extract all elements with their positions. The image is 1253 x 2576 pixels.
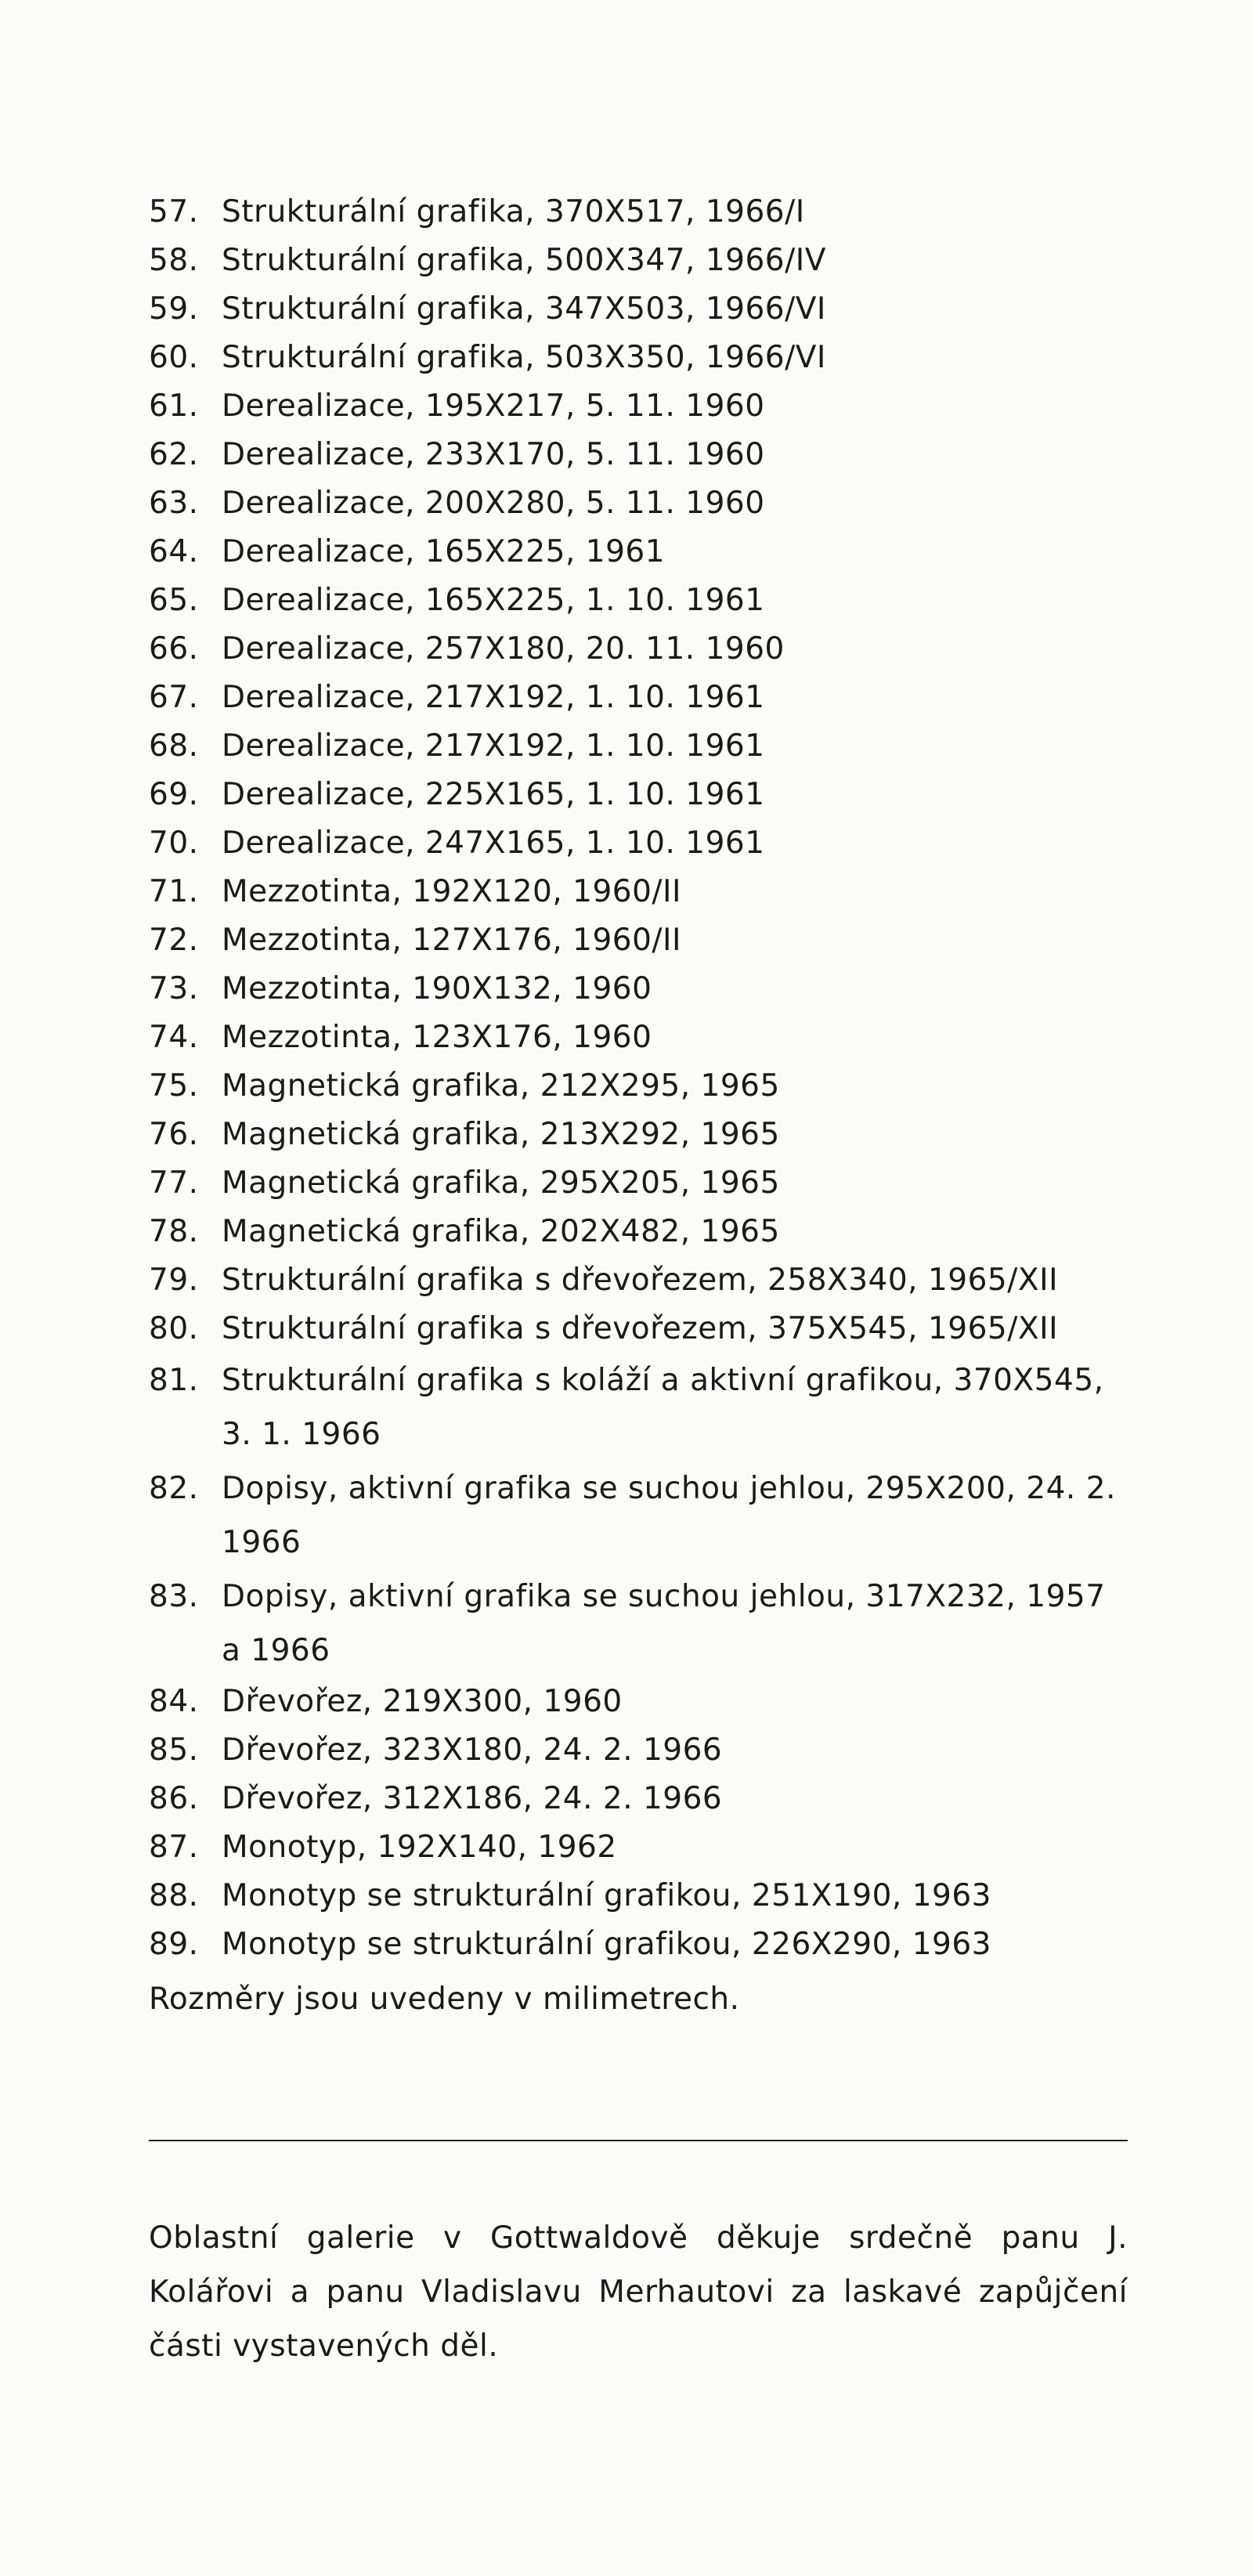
- entry-text: Magnetická grafika, 212X295, 1965: [222, 1068, 780, 1104]
- entry-text: Strukturální grafika, 347X503, 1966/VI: [222, 291, 826, 327]
- entry-number: 86.: [149, 1781, 199, 1816]
- entry-text: Monotyp se strukturální grafikou, 226X290, 1963: [222, 1927, 991, 1962]
- entry-number: 59.: [149, 291, 199, 327]
- entry-text: Strukturální grafika s koláží a aktivní grafikou, 370X545, 3. 1. 1966: [222, 1363, 1104, 1452]
- entry-text: Derealizace, 233X170, 5. 11. 1960: [222, 437, 765, 472]
- entry-number: 70.: [149, 826, 199, 861]
- entry-text: Derealizace, 165X225, 1. 10. 1961: [222, 583, 765, 618]
- catalog-entry-71: [149, 868, 1128, 916]
- catalog-entry-83: [149, 1570, 1128, 1678]
- catalog-entry-78: [149, 1208, 1128, 1256]
- entry-number: 63.: [149, 486, 199, 521]
- catalog-entry-68: [149, 722, 1128, 771]
- entry-number: 81.: [149, 1363, 199, 1398]
- entry-text: Dopisy, aktivní grafika se suchou jehlou, 295X200, 24. 2. 1966: [222, 1471, 1116, 1560]
- entry-number: 74.: [149, 1020, 199, 1055]
- entry-number: 66.: [149, 631, 199, 667]
- entry-number: 87.: [149, 1830, 199, 1865]
- entry-number: 85.: [149, 1732, 199, 1768]
- catalog-entry-70: [149, 819, 1128, 868]
- entry-text: Derealizace, 257X180, 20. 11. 1960: [222, 631, 785, 667]
- catalog-entry-64: [149, 528, 1128, 576]
- catalog-entry-88: [149, 1872, 1128, 1920]
- entry-number: 60.: [149, 340, 199, 375]
- entry-number: 71.: [149, 874, 199, 909]
- entry-text: Derealizace, 217X192, 1. 10. 1961: [222, 680, 765, 715]
- entry-text: Magnetická grafika, 213X292, 1965: [222, 1117, 780, 1152]
- catalog-entry-77: [149, 1159, 1128, 1208]
- entry-text: Strukturální grafika s dřevořezem, 375X545, 1965/XII: [222, 1311, 1059, 1346]
- entry-text: Dopisy, aktivní grafika se suchou jehlou, 317X232, 1957 a 1966: [222, 1579, 1106, 1668]
- catalog-entry-61: [149, 382, 1128, 431]
- entry-number: 83.: [149, 1579, 199, 1614]
- divider-line: [149, 2140, 1128, 2141]
- entry-number: 80.: [149, 1311, 199, 1346]
- catalog-entry-76: [149, 1111, 1128, 1159]
- catalog-entry-89: [149, 1920, 1128, 1969]
- entry-text: Dřevořez, 312X186, 24. 2. 1966: [222, 1781, 723, 1816]
- catalog-entry-59: [149, 285, 1128, 334]
- catalog-entry-65: [149, 576, 1128, 625]
- entry-number: 73.: [149, 971, 199, 1006]
- entry-number: 67.: [149, 680, 199, 715]
- entry-text: Strukturální grafika, 500X347, 1966/IV: [222, 243, 826, 278]
- entry-text: Derealizace, 247X165, 1. 10. 1961: [222, 826, 765, 861]
- catalog-entry-72: [149, 916, 1128, 965]
- entry-text: Dřevořez, 323X180, 24. 2. 1966: [222, 1732, 723, 1768]
- entry-text: Strukturální grafika, 503X350, 1966/VI: [222, 340, 826, 375]
- entry-number: 58.: [149, 243, 199, 278]
- entry-text: Derealizace, 200X280, 5. 11. 1960: [222, 486, 765, 521]
- entry-text: Mezzotinta, 192X120, 1960/II: [222, 874, 682, 909]
- catalog-entry-80: [149, 1305, 1128, 1353]
- catalog-entry-87: [149, 1823, 1128, 1872]
- catalog-entry-81: [149, 1353, 1128, 1461]
- entry-text: Monotyp se strukturální grafikou, 251X190, 1963: [222, 1878, 991, 1913]
- catalog-entry-74: [149, 1013, 1128, 1062]
- entry-text: Mezzotinta, 127X176, 1960/II: [222, 923, 682, 958]
- entry-number: 72.: [149, 923, 199, 958]
- acknowledgement-text: Oblastní galerie v Gottwaldově děkuje srdečně panu J. Kolářovi a panu Vladislavu Merhautovi za laskavé zapůjčení části vystavených děl.: [149, 2220, 1128, 2364]
- entry-number: 82.: [149, 1471, 199, 1506]
- entry-text: Dřevořez, 219X300, 1960: [222, 1684, 623, 1719]
- entry-text: Magnetická grafika, 295X205, 1965: [222, 1165, 780, 1201]
- entry-number: 68.: [149, 728, 199, 764]
- catalog-entry-73: [149, 965, 1128, 1013]
- entry-number: 65.: [149, 583, 199, 618]
- catalog-entry-60: [149, 334, 1128, 382]
- entry-text: Strukturální grafika, 370X517, 1966/I: [222, 194, 805, 229]
- dimensions-note: Rozměry jsou uvedeny v milimetrech.: [149, 1982, 740, 2017]
- entry-text: Derealizace, 225X165, 1. 10. 1961: [222, 777, 765, 812]
- entry-text: Monotyp, 192X140, 1962: [222, 1830, 617, 1865]
- entry-text: Derealizace, 195X217, 5. 11. 1960: [222, 388, 765, 424]
- catalog-entry-75: [149, 1062, 1128, 1111]
- catalog-entry-69: [149, 771, 1128, 819]
- entry-text: Strukturální grafika s dřevořezem, 258X340, 1965/XII: [222, 1263, 1059, 1298]
- entry-number: 79.: [149, 1263, 199, 1298]
- entry-number: 78.: [149, 1214, 199, 1249]
- entry-text: Mezzotinta, 190X132, 1960: [222, 971, 652, 1006]
- catalog-entry-62: [149, 431, 1128, 479]
- catalog-entry-85: [149, 1726, 1128, 1775]
- catalog-entry-67: [149, 674, 1128, 722]
- entry-number: 88.: [149, 1878, 199, 1913]
- catalog-entry-57: [149, 188, 1128, 237]
- entry-number: 77.: [149, 1165, 199, 1201]
- entry-number: 89.: [149, 1927, 199, 1962]
- entry-number: 84.: [149, 1684, 199, 1719]
- entry-text: Magnetická grafika, 202X482, 1965: [222, 1214, 780, 1249]
- entry-text: Mezzotinta, 123X176, 1960: [222, 1020, 652, 1055]
- catalog-entry-79: [149, 1256, 1128, 1305]
- catalog-entry-58: [149, 237, 1128, 285]
- catalog-list: [149, 188, 1128, 1969]
- entry-number: 69.: [149, 777, 199, 812]
- entry-text: Derealizace, 165X225, 1961: [222, 534, 666, 569]
- entry-number: 75.: [149, 1068, 199, 1104]
- catalog-entry-82: [149, 1461, 1128, 1570]
- entry-number: 64.: [149, 534, 199, 569]
- catalog-entry-86: [149, 1775, 1128, 1823]
- entry-number: 57.: [149, 194, 199, 229]
- entry-number: 76.: [149, 1117, 199, 1152]
- catalog-entry-66: [149, 625, 1128, 674]
- entry-number: 61.: [149, 388, 199, 424]
- catalog-entry-84: [149, 1678, 1128, 1726]
- entry-text: Derealizace, 217X192, 1. 10. 1961: [222, 728, 765, 764]
- entry-number: 62.: [149, 437, 199, 472]
- catalog-entry-63: [149, 479, 1128, 528]
